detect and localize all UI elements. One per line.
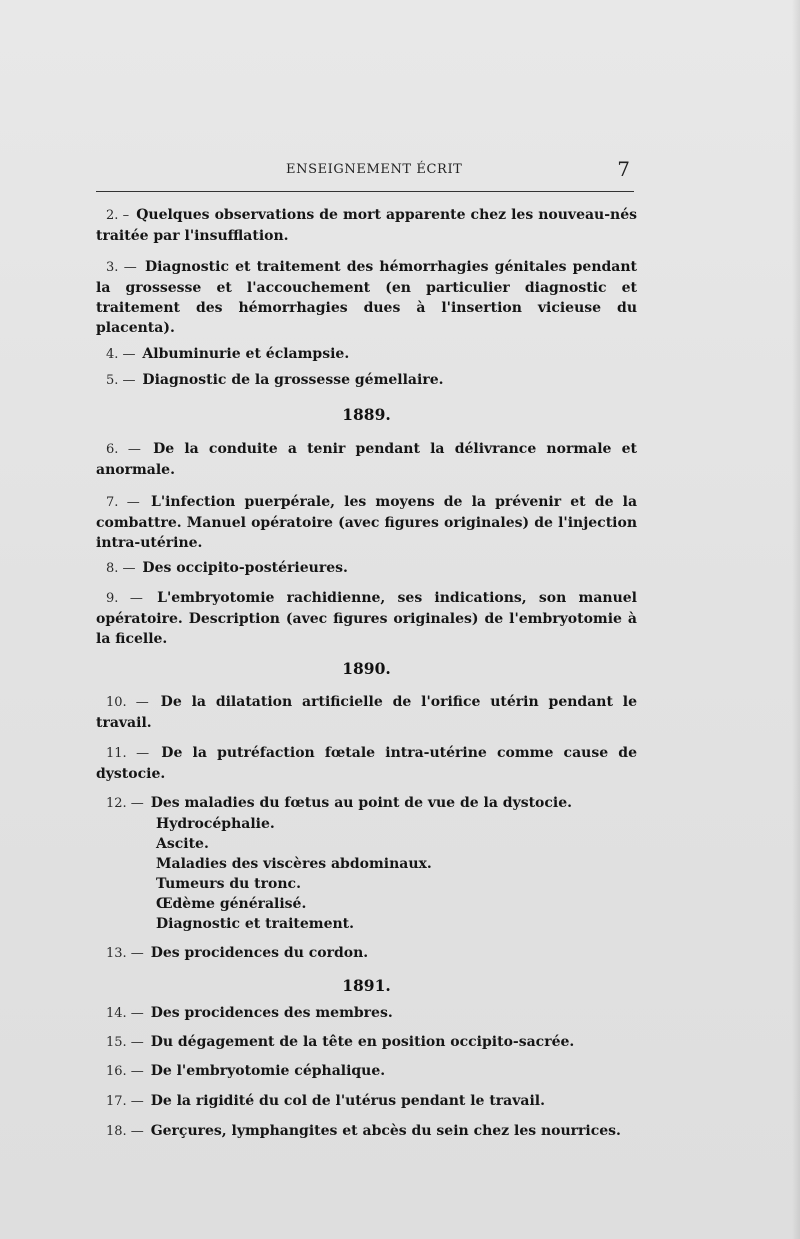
list-item bbox=[96, 1003, 637, 1024]
sub-item: Hydrocéphalie. bbox=[156, 816, 275, 832]
sub-item: Tumeurs du tronc. bbox=[156, 876, 301, 892]
list-item bbox=[96, 492, 637, 553]
item-number: 14. — bbox=[106, 1006, 144, 1021]
running-head bbox=[96, 157, 634, 184]
item-text: De la putréfaction fœtale intra-utérine comme cause de dystocie. bbox=[96, 745, 637, 782]
list-item bbox=[96, 439, 637, 480]
year-heading: 1891. bbox=[342, 976, 391, 995]
list-item bbox=[96, 1121, 637, 1142]
item-number: 18. — bbox=[106, 1124, 144, 1139]
item-number: 16. — bbox=[106, 1064, 144, 1079]
list-item bbox=[96, 205, 637, 246]
item-text: De la dilatation artificielle de l'orifice utérin pendant le travail. bbox=[96, 694, 638, 731]
item-number: 4. — bbox=[106, 347, 136, 362]
item-text: De la conduite a tenir pendant la délivrance normale et anormale. bbox=[96, 441, 638, 478]
sub-item: Maladies des viscères abdominaux. bbox=[156, 856, 432, 872]
item-text: Du dégagement de la tête en position occipito-sacrée. bbox=[150, 1034, 575, 1050]
sub-item: Diagnostic et traitement. bbox=[156, 916, 354, 932]
list-item bbox=[96, 943, 637, 964]
list-item bbox=[96, 793, 637, 934]
item-number: 7. — bbox=[106, 495, 140, 510]
item-text: Des procidences du cordon. bbox=[150, 945, 369, 961]
item-text: Des occipito-postérieures. bbox=[142, 560, 348, 576]
item-text: Quelques observations de mort apparente chez les nouveau-nés traitée par l'insufflation. bbox=[96, 207, 638, 244]
page-number: 7 bbox=[617, 157, 630, 181]
list-item bbox=[96, 370, 637, 391]
item-text: Des maladies du fœtus au point de vue de la dystocie. bbox=[150, 795, 573, 811]
item-number: 8. — bbox=[106, 561, 136, 576]
item-text: L'embryotomie rachidienne, ses indications, son manuel opératoire. Description (avec figures originales) de l'embryotomie à la ficelle. bbox=[96, 590, 637, 647]
list-item bbox=[96, 558, 637, 579]
entry-list bbox=[96, 205, 637, 1142]
year-heading: 1890. bbox=[342, 659, 391, 678]
running-head-title: ENSEIGNEMENT ÉCRIT bbox=[286, 162, 463, 177]
list-item bbox=[96, 257, 637, 338]
item-number: 6. — bbox=[106, 442, 141, 457]
item-text: Albuminurie et éclampsie. bbox=[142, 346, 350, 362]
item-number: 10. — bbox=[106, 695, 149, 710]
item-number: 9. — bbox=[106, 591, 143, 606]
item-number: 5. — bbox=[106, 373, 136, 388]
item-number: 11. — bbox=[106, 746, 150, 761]
item-text: De la rigidité du col de l'utérus pendant le travail. bbox=[150, 1093, 545, 1109]
list-item bbox=[96, 588, 637, 649]
sub-item: Ascite. bbox=[156, 836, 209, 852]
item-text: Diagnostic de la grossesse gémellaire. bbox=[142, 372, 444, 388]
year-heading: 1889. bbox=[342, 405, 391, 424]
item-text: De l'embryotomie céphalique. bbox=[150, 1063, 386, 1079]
item-number: 12. — bbox=[106, 796, 144, 811]
item-text: Des procidences des membres. bbox=[150, 1005, 393, 1021]
page-edge-shadow bbox=[792, 0, 800, 1239]
item-text: L'infection puerpérale, les moyens de la prévenir et de la combattre. Manuel opératoire (avec figures originales) de l'injection intra-utérine. bbox=[96, 494, 638, 551]
item-number: 3. — bbox=[106, 260, 137, 275]
list-item bbox=[96, 1061, 637, 1082]
item-number: 15. — bbox=[106, 1035, 144, 1050]
item-text: Diagnostic et traitement des hémorrhagies génitales pendant la grossesse et l'accouchement (en particulier diagnostic et traitement des hémorrhagies dues à l'insertion vicieuse du placenta). bbox=[96, 259, 638, 336]
header-rule bbox=[96, 191, 634, 192]
sub-item: Œdème généralisé. bbox=[156, 896, 307, 912]
list-item bbox=[96, 743, 637, 784]
list-item bbox=[96, 1091, 637, 1112]
item-number: 17. — bbox=[106, 1094, 144, 1109]
list-item bbox=[96, 344, 637, 365]
item-text: Gerçures, lymphangites et abcès du sein chez les nourrices. bbox=[150, 1123, 621, 1139]
item-number: 13. — bbox=[106, 946, 144, 961]
list-item bbox=[96, 1032, 637, 1053]
list-item bbox=[96, 692, 637, 733]
item-number: 2. – bbox=[106, 208, 130, 223]
